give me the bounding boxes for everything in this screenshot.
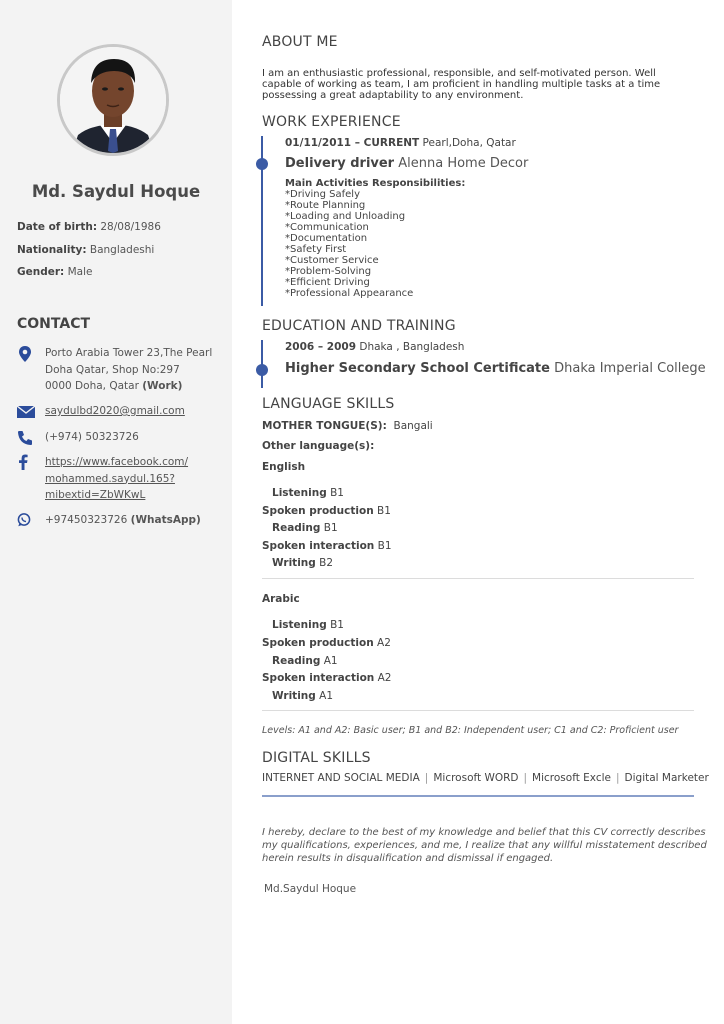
- full-name: Md. Saydul Hoque: [31, 182, 201, 201]
- spoken-interaction-level: A2: [377, 672, 392, 684]
- dob-label: Date of birth:: [17, 221, 98, 233]
- digital-skills-underline: [262, 795, 694, 797]
- address-line-1: Porto Arabia Tower 23,The Pearl: [45, 347, 213, 359]
- mother-tongue-label: MOTHER TONGUE(S):: [262, 420, 387, 432]
- writing-label: Writing: [272, 557, 316, 569]
- english-name: English: [262, 461, 306, 473]
- digital-title: DIGITAL SKILLS: [262, 750, 371, 766]
- dob-value: 28/08/1986: [100, 221, 161, 233]
- email-icon: [16, 404, 36, 422]
- arabic-listening: [272, 619, 344, 631]
- reading-level: A1: [323, 655, 338, 667]
- work-resp-item: *Professional Appearance: [285, 288, 414, 299]
- spoken-interaction-label: Spoken interaction: [262, 540, 375, 552]
- facebook-link[interactable]: [45, 454, 188, 504]
- arabic-spoken-production: [262, 637, 391, 649]
- work-responsibilities: [285, 178, 465, 299]
- english-writing: [272, 557, 333, 569]
- skill-separator: |: [424, 772, 429, 784]
- signature: Md.Saydul Hoque: [264, 883, 357, 895]
- work-resp-item: *Efficient Driving: [285, 277, 370, 288]
- english-spoken-production: [262, 505, 391, 517]
- email-address[interactable]: saydulbd2020@gmail.com: [45, 405, 185, 417]
- english-spoken-interaction: [262, 540, 392, 552]
- gender-value: Male: [67, 266, 93, 278]
- address-line-2: Doha Qatar, Shop No:297: [45, 363, 180, 376]
- levels-note: Levels: A1 and A2: Basic user; B1 and B2: Independent user; C1 and C2: Proficient user: [262, 725, 679, 736]
- arabic-heading: [262, 593, 300, 605]
- nationality: [17, 244, 154, 256]
- date-of-birth: [17, 221, 161, 233]
- work-resp-item: *Driving Safely: [285, 189, 360, 200]
- reading-level: B1: [323, 522, 338, 534]
- digital-skill: INTERNET AND SOCIAL MEDIA: [262, 772, 420, 784]
- declaration-text: [262, 826, 707, 865]
- listening-label: Listening: [272, 619, 327, 631]
- listening-level: B1: [330, 487, 344, 499]
- work-title: WORK EXPERIENCE: [262, 114, 401, 130]
- digital-skill: Digital Marketer: [624, 772, 709, 784]
- declaration-line-2: my qualifications, experiences, and me, I realize that any willful misstatement described: [262, 840, 707, 851]
- education-location: Dhaka , Bangladesh: [359, 341, 465, 353]
- whatsapp-value: +97450323726: [45, 514, 128, 526]
- writing-level: B2: [319, 557, 334, 569]
- work-dates-location: [285, 137, 516, 149]
- about-title: ABOUT ME: [262, 34, 338, 50]
- other-languages-text: Other language(s):: [262, 440, 375, 452]
- gender: [17, 266, 92, 278]
- address-tag: (Work): [142, 380, 183, 392]
- work-resp-item: *Problem-Solving: [285, 266, 372, 277]
- work-resp-item: *Customer Service: [285, 255, 379, 266]
- facebook-icon: [16, 453, 36, 471]
- facebook-url-line-2[interactable]: mohammed.saydul.165?: [45, 472, 175, 485]
- facebook-url-line-3[interactable]: mibextid=ZbWKwL: [45, 489, 146, 501]
- work-dates: 01/11/2011 – CURRENT: [285, 137, 420, 149]
- whatsapp-icon: [16, 512, 36, 530]
- arabic-reading: [272, 655, 338, 667]
- location-pin-icon: [16, 345, 36, 363]
- spoken-interaction-level: B1: [377, 540, 392, 552]
- whatsapp-number: [45, 512, 201, 529]
- about-line-3: possessing a great adaptability to any environment.: [262, 90, 524, 101]
- address-line-3: 0000 Doha, Qatar: [45, 380, 139, 392]
- work-location: Pearl,Doha, Qatar: [422, 137, 516, 149]
- work-resp-item: *Communication: [285, 222, 369, 233]
- about-line-1: I am an enthusiastic professional, responsible, and self-motivated person. Well: [262, 68, 656, 79]
- work-timeline-dot: [256, 158, 268, 170]
- digital-skill: Microsoft WORD: [433, 772, 519, 784]
- mother-tongue: [262, 420, 433, 432]
- whatsapp-tag: (WhatsApp): [130, 514, 201, 526]
- nationality-label: Nationality:: [17, 244, 87, 256]
- skill-separator: |: [523, 772, 528, 784]
- arabic-spoken-interaction: [262, 672, 391, 684]
- mother-tongue-value: Bangali: [393, 420, 433, 432]
- language-title: LANGUAGE SKILLS: [262, 396, 395, 412]
- nationality-value: Bangladeshi: [89, 244, 155, 256]
- education-dates: 2006 – 2009: [285, 341, 357, 353]
- spoken-production-label: Spoken production: [262, 637, 374, 649]
- work-role: [285, 156, 528, 171]
- listening-level: B1: [330, 619, 344, 631]
- gender-label: Gender:: [17, 266, 65, 278]
- skill-separator: |: [615, 772, 620, 784]
- work-resp-item: *Loading and Unloading: [285, 211, 406, 222]
- arabic-writing: [272, 690, 333, 702]
- work-resp-item: *Documentation: [285, 233, 368, 244]
- spoken-interaction-label: Spoken interaction: [262, 672, 375, 684]
- education-dates-location: [285, 341, 464, 353]
- address: [45, 345, 212, 395]
- writing-level: A1: [319, 690, 334, 702]
- profile-photo: [57, 44, 169, 156]
- english-listening: [272, 487, 344, 499]
- spoken-production-level: B1: [377, 505, 391, 517]
- divider: [262, 578, 694, 579]
- work-resp-item: *Safety First: [285, 244, 347, 255]
- declaration-line-1: I hereby, declare to the best of my knowledge and belief that this CV correctly describes: [262, 827, 706, 838]
- education-timeline-dot: [256, 364, 268, 376]
- reading-label: Reading: [272, 655, 321, 667]
- work-resp-title: Main Activities Responsibilities:: [285, 178, 466, 189]
- digital-skill: Microsoft Excle: [532, 772, 611, 784]
- contact-title: CONTACT: [17, 316, 91, 332]
- declaration-line-3: herein results in disqualification and dismissal if engaged.: [262, 853, 554, 864]
- work-resp-item: *Route Planning: [285, 200, 366, 211]
- writing-label: Writing: [272, 690, 316, 702]
- reading-label: Reading: [272, 522, 321, 534]
- facebook-url-line-1[interactable]: https://www.facebook.com/: [45, 456, 189, 468]
- phone-number: (+974) 50323726: [45, 431, 139, 443]
- spoken-production-label: Spoken production: [262, 505, 374, 517]
- work-role-title: Delivery driver: [285, 156, 395, 171]
- spoken-production-level: A2: [377, 637, 391, 649]
- education-title: EDUCATION AND TRAINING: [262, 318, 456, 334]
- divider: [262, 710, 694, 711]
- digital-skills-list: [262, 772, 709, 784]
- english-reading: [272, 522, 338, 534]
- work-employer: Alenna Home Decor: [398, 156, 529, 171]
- qualification-title: Higher Secondary School Certificate: [285, 361, 550, 376]
- institution-name: Dhaka Imperial College: [554, 361, 706, 376]
- listening-label: Listening: [272, 487, 327, 499]
- english-heading: [262, 461, 305, 473]
- other-languages-label: [262, 440, 374, 452]
- arabic-name: Arabic: [262, 593, 300, 605]
- about-line-2: capable of working as team, I am proficient in handling multiple tasks at a time: [262, 79, 661, 90]
- phone-icon: [16, 429, 36, 447]
- education-qualification: [285, 361, 706, 376]
- about-text: [262, 68, 692, 101]
- email-link[interactable]: [45, 403, 185, 420]
